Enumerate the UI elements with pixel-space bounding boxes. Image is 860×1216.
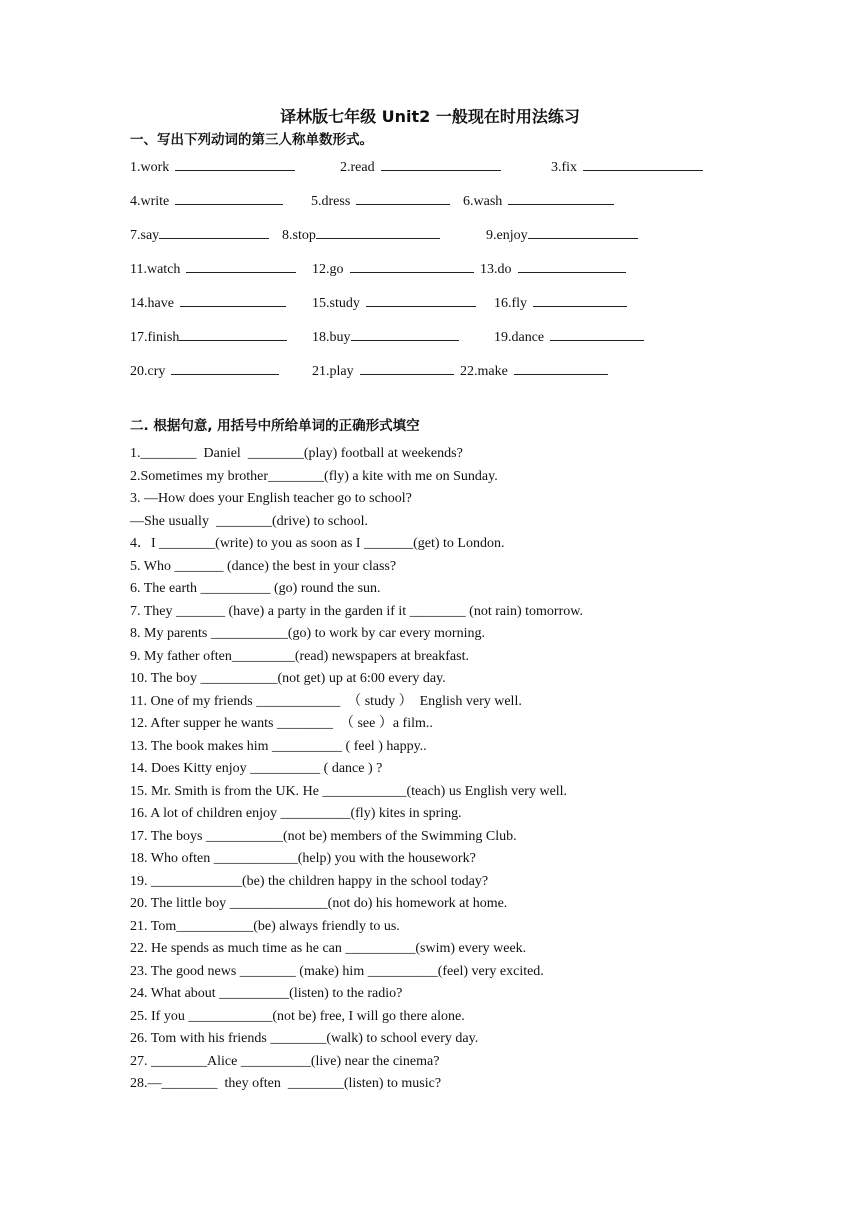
verb-row bbox=[0, 226, 860, 246]
exercise-sentence: 26. Tom with his friends ________(walk) to school every day. bbox=[130, 1031, 479, 1046]
verb-item bbox=[551, 158, 703, 176]
exercise-sentence: 13. The book makes him __________ ( feel ) happy.. bbox=[130, 738, 427, 754]
verb-label: 6.wash bbox=[463, 194, 503, 209]
answer-blank[interactable] bbox=[533, 294, 627, 307]
verb-item bbox=[480, 260, 626, 278]
exercise-sentence: 3. —How does your English teacher go to school? bbox=[130, 491, 412, 506]
verb-row bbox=[0, 328, 860, 348]
exercise-sentence: 9. My father often_________(read) newspapers at breakfast. bbox=[130, 648, 469, 664]
verb-item bbox=[486, 226, 638, 244]
exercise-sentence: 18. Who often ____________(help) you with the housework? bbox=[130, 851, 476, 866]
verb-label: 7.say bbox=[130, 228, 160, 243]
answer-blank[interactable] bbox=[550, 328, 644, 341]
answer-blank[interactable] bbox=[356, 192, 450, 205]
answer-blank[interactable] bbox=[381, 158, 501, 171]
verb-label: 3.fix bbox=[551, 160, 578, 175]
exercise-sentence: 24. What about __________(listen) to the radio? bbox=[130, 986, 403, 1001]
verb-item bbox=[494, 328, 644, 346]
sentence-list bbox=[130, 444, 770, 1097]
verb-label: 4.write bbox=[130, 194, 170, 209]
exercise-sentence: 16. A lot of children enjoy __________(fly) kites in spring. bbox=[130, 806, 462, 821]
verb-label: 20.cry bbox=[130, 364, 166, 379]
exercise-sentence: 10. The boy ___________(not get) up at 6:00 every day. bbox=[130, 671, 446, 686]
verb-label: 12.go bbox=[312, 262, 344, 277]
verb-item bbox=[312, 362, 454, 380]
verb-item bbox=[130, 328, 287, 346]
verb-label: 17.finish bbox=[130, 330, 180, 345]
exercise-sentence: 20. The little boy ______________(not do) his homework at home. bbox=[130, 896, 508, 911]
verb-item bbox=[130, 362, 279, 380]
exercise-sentence: —She usually ________(drive) to school. bbox=[130, 513, 368, 529]
exercise-sentence: 17. The boys ___________(not be) members of the Swimming Club. bbox=[130, 828, 517, 844]
exercise-sentence: 6. The earth __________ (go) round the sun. bbox=[130, 581, 381, 596]
exercise-sentence: 21. Tom___________(be) always friendly to us. bbox=[130, 918, 400, 934]
exercise-sentence: 4．I ________(write) to you as soon as I _______(get) to London. bbox=[130, 536, 505, 551]
verb-label: 21.play bbox=[312, 364, 354, 379]
verb-label: 8.stop bbox=[282, 228, 316, 243]
exercise-sentence: 15. Mr. Smith is from the UK. He ____________(teach) us English very well. bbox=[130, 783, 568, 799]
verb-label: 13.do bbox=[480, 262, 512, 277]
verb-row bbox=[0, 294, 860, 314]
verb-item bbox=[130, 294, 286, 312]
verb-item bbox=[312, 328, 459, 346]
exercise-sentence: 28.—________ they often ________(listen) to music? bbox=[130, 1076, 442, 1091]
page-title: 译林版七年级 Unit2 一般现在时用法练习 bbox=[280, 107, 580, 126]
answer-blank[interactable] bbox=[360, 362, 454, 375]
verb-item bbox=[494, 294, 627, 312]
verb-item bbox=[311, 192, 450, 210]
verb-label: 14.have bbox=[130, 296, 174, 311]
verb-item bbox=[130, 158, 295, 176]
verb-item bbox=[460, 362, 608, 380]
exercise-sentence: 23. The good news ________ (make) him __________(feel) very excited. bbox=[130, 963, 544, 979]
verb-item bbox=[130, 192, 283, 210]
exercise-sentence: 27. ________Alice __________(live) near the cinema? bbox=[130, 1053, 440, 1069]
verb-item bbox=[282, 226, 440, 244]
answer-blank[interactable] bbox=[180, 294, 286, 307]
verb-label: 2.read bbox=[340, 160, 375, 175]
verb-item bbox=[130, 260, 296, 278]
verb-row bbox=[0, 192, 860, 212]
section2-heading: 二. 根据句意, 用括号中所给单词的正确形式填空 bbox=[130, 418, 420, 434]
verb-label: 19.dance bbox=[494, 330, 545, 345]
exercise-sentence: 25. If you ____________(not be) free, I will go there alone. bbox=[130, 1008, 465, 1024]
verb-item bbox=[312, 294, 476, 312]
verb-label: 5.dress bbox=[311, 194, 351, 209]
verb-row bbox=[0, 362, 860, 382]
verb-label: 16.fly bbox=[494, 296, 528, 311]
answer-blank[interactable] bbox=[350, 260, 474, 273]
verb-label: 11.watch bbox=[130, 262, 181, 277]
verb-label: 15.study bbox=[312, 296, 360, 311]
verb-item bbox=[130, 226, 269, 244]
verb-item bbox=[340, 158, 501, 176]
answer-blank[interactable] bbox=[366, 294, 476, 307]
verb-label: 9.enjoy bbox=[486, 228, 528, 243]
answer-blank[interactable] bbox=[175, 158, 295, 171]
answer-blank[interactable] bbox=[514, 362, 608, 375]
exercise-sentence: 2.Sometimes my brother________(fly) a kite with me on Sunday. bbox=[130, 468, 498, 484]
exercise-sentence: 1.________ Daniel ________(play) football at weekends? bbox=[130, 446, 463, 461]
verb-item bbox=[463, 192, 614, 210]
answer-blank[interactable] bbox=[508, 192, 614, 205]
answer-blank[interactable] bbox=[179, 328, 287, 341]
answer-blank[interactable] bbox=[175, 192, 283, 205]
exercise-sentence: 8. My parents ___________(go) to work by car every morning. bbox=[130, 626, 485, 641]
verb-row bbox=[0, 260, 860, 280]
verb-label: 18.buy bbox=[312, 330, 351, 345]
verb-label: 22.make bbox=[460, 364, 508, 379]
answer-blank[interactable] bbox=[528, 226, 638, 239]
exercise-sentence: 19. _____________(be) the children happy in the school today? bbox=[130, 873, 489, 889]
exercise-sentence: 11. One of my friends ____________ （ study ） English very well. bbox=[130, 693, 522, 709]
answer-blank[interactable] bbox=[518, 260, 626, 273]
exercise-sentence: 22. He spends as much time as he can __________(swim) every week. bbox=[130, 941, 527, 956]
verb-label: 1.work bbox=[130, 160, 170, 175]
exercise-sentence: 14. Does Kitty enjoy __________ ( dance ) ? bbox=[130, 761, 383, 776]
answer-blank[interactable] bbox=[186, 260, 296, 273]
exercise-sentence: 7. They _______ (have) a party in the garden if it ________ (not rain) tomorrow. bbox=[130, 603, 583, 619]
verb-item bbox=[312, 260, 474, 278]
answer-blank[interactable] bbox=[351, 328, 459, 341]
answer-blank[interactable] bbox=[583, 158, 703, 171]
answer-blank[interactable] bbox=[159, 226, 269, 239]
answer-blank[interactable] bbox=[316, 226, 440, 239]
verb-row bbox=[0, 158, 860, 178]
exercise-sentence: 5. Who _______ (dance) the best in your class? bbox=[130, 558, 397, 574]
exercise-sentence: 12. After supper he wants ________ （ see ）a film.. bbox=[130, 716, 433, 731]
answer-blank[interactable] bbox=[171, 362, 279, 375]
section1-heading: 一、写出下列动词的第三人称单数形式。 bbox=[130, 132, 373, 148]
